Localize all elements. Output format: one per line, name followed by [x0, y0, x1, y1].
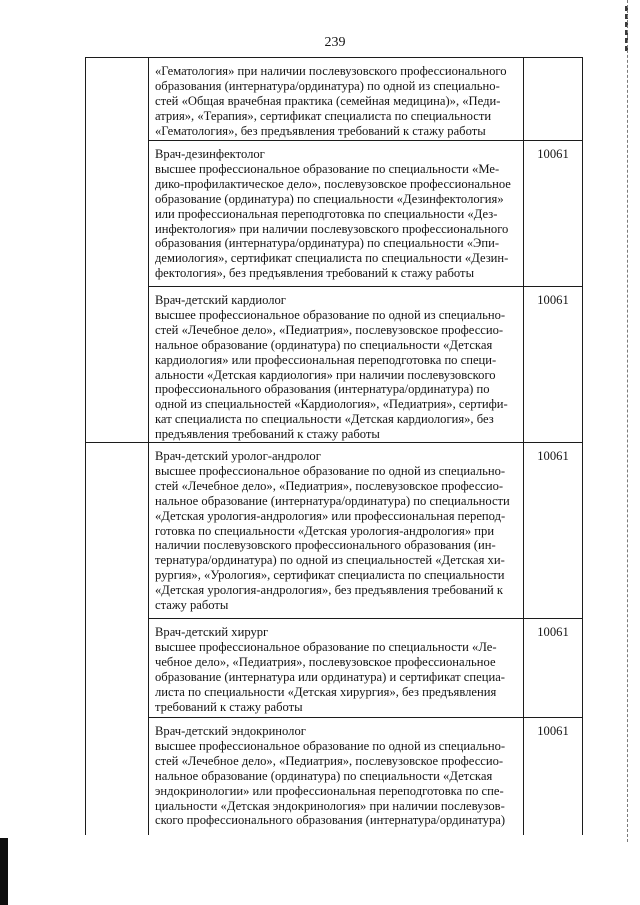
requirement-line: кат специалиста по специальности «Детская кардиология», без: [155, 412, 494, 427]
table-row: [149, 141, 582, 287]
qualification-cell: [149, 718, 524, 835]
position-title: Врач-детский кардиолог: [155, 293, 286, 307]
qualification-cell: [149, 619, 524, 717]
position-title: Врач-детский эндокринолог: [155, 724, 306, 738]
position-code-cell: [524, 58, 582, 140]
table-row: [149, 443, 582, 619]
requirement-line: эндокринологии» или профессиональная переподготовка по спе-: [155, 783, 504, 798]
requirement-line: высшее профессиональное образование по одной из специально-: [155, 463, 506, 478]
requirement-line: предъявления требований к стажу работы: [155, 427, 380, 442]
position-code: 10061: [537, 147, 569, 161]
table-row: [149, 718, 582, 835]
requirement-line: инфектология» при наличии послевузовского профессионального: [155, 221, 509, 236]
requirement-line: стей «Общая врачебная практика (семейная медицина)», «Педи-: [155, 93, 501, 108]
scan-edge-mark: [0, 838, 8, 905]
requirement-line: высшее профессиональное образование по одной из специально-: [155, 307, 506, 322]
requirement-line: альности «Детская кардиология» при наличии послевузовского: [155, 367, 496, 382]
requirement-line: требований к стажу работы: [155, 699, 303, 714]
requirement-line: наличии послевузовского профессионального образования (ин-: [155, 538, 496, 553]
requirement-line: нальное образование (ординатура) по специальности «Детская: [155, 768, 493, 783]
requirement-line: высшее профессиональное образование по одной из специально-: [155, 738, 506, 753]
qualification-cell: [149, 58, 524, 140]
requirement-line: образование (ординатура) по специальности «Дезинфектология»: [155, 191, 504, 206]
requirement-line: образования (интернатура/ординатура) по одной из специально-: [155, 78, 500, 93]
left-column-cell: [86, 443, 149, 835]
qualification-cell: [149, 287, 524, 442]
requirement-line: или профессиональная переподготовка по специальности «Дез-: [155, 206, 498, 221]
requirement-line: стей «Лечебное дело», «Педиатрия», послевузовское профессио-: [155, 478, 504, 493]
requirement-line: фектология», без предъявления требований к стажу работы: [155, 266, 475, 281]
requirement-line: стей «Лечебное дело», «Педиатрия», послевузовское профессио-: [155, 753, 504, 768]
requirement-line: нальное образование (ординатура) по специальности «Детская: [155, 337, 493, 352]
qualification-cell: [149, 443, 524, 618]
requirement-line: «Гематология» при наличии послевузовского профессионального: [155, 64, 507, 78]
position-title: Врач-детский уролог-андролог: [155, 449, 321, 463]
position-code: 10061: [537, 625, 569, 639]
position-code: 10061: [537, 293, 569, 307]
requirement-line: одной из специальностей «Кардиология», «Педиатрия», сертифи-: [155, 397, 508, 412]
requirement-line: чебное дело», «Педиатрия», послевузовское профессиональное: [155, 654, 496, 669]
requirement-line: образования (интернатура/ординатура) по специальности «Эпи-: [155, 236, 500, 251]
requirement-line: листа по специальности «Детская хирургия», без предъявления: [155, 684, 497, 699]
requirement-line: дико-профилактическое дело», послевузовское профессиональное: [155, 176, 511, 191]
position-title: Врач-детский хирург: [155, 625, 269, 639]
requirement-line: стей «Лечебное дело», «Педиатрия», послевузовское профессио-: [155, 322, 504, 337]
page-number: 239: [324, 35, 346, 50]
table-row: [149, 619, 582, 718]
left-column-cell: [86, 58, 149, 443]
requirement-line: стажу работы: [155, 598, 229, 613]
requirement-line: «Гематология», без предъявления требований к стажу работы: [155, 123, 486, 138]
scan-edge-line: [627, 0, 628, 842]
requirement-line: высшее профессиональное образование по специальности «Ме-: [155, 161, 500, 176]
requirement-line: ского профессионального образования (интернатура/ординатура): [155, 813, 506, 828]
position-code: 10061: [537, 724, 569, 738]
qualification-cell: [149, 141, 524, 286]
requirement-line: атрия», «Терапия», сертификат специалиста по специальности: [155, 108, 492, 123]
requirement-line: готовка по специальности «Детская урология-андрология» при: [155, 523, 495, 538]
requirement-line: профессионального образования (интернатура/ординатура) по: [155, 382, 490, 397]
requirement-line: «Детская урология-андрология», без предъявления требований к: [155, 583, 504, 598]
requirement-line: высшее профессиональное образование по специальности «Ле-: [155, 639, 497, 654]
requirement-line: «Детская урология-андрология» или профессиональная перепод-: [155, 508, 506, 523]
requirement-line: нальное образование (интернатура/ординатура) по специальности: [155, 493, 510, 508]
requirement-line: рургия», «Урология», сертификат специалиста по специальности: [155, 568, 505, 583]
requirement-line: образование (интернатура или ординатура) и сертификат специа-: [155, 669, 505, 684]
requirement-line: кардиология» или профессиональная переподготовка по специ-: [155, 352, 497, 367]
table-row: [149, 287, 582, 443]
requirement-line: циальности «Детская эндокринология» при наличии послевузов-: [155, 798, 505, 813]
qualification-table: [85, 57, 583, 835]
requirement-line: тернатура/ординатура) по одной из специальностей «Детская хи-: [155, 553, 505, 568]
position-code: 10061: [537, 449, 569, 463]
requirement-line: демиология», сертификат специалиста по специальности «Дезин-: [155, 251, 509, 266]
position-title: Врач-дезинфектолог: [155, 147, 265, 161]
table-row: [149, 58, 582, 141]
